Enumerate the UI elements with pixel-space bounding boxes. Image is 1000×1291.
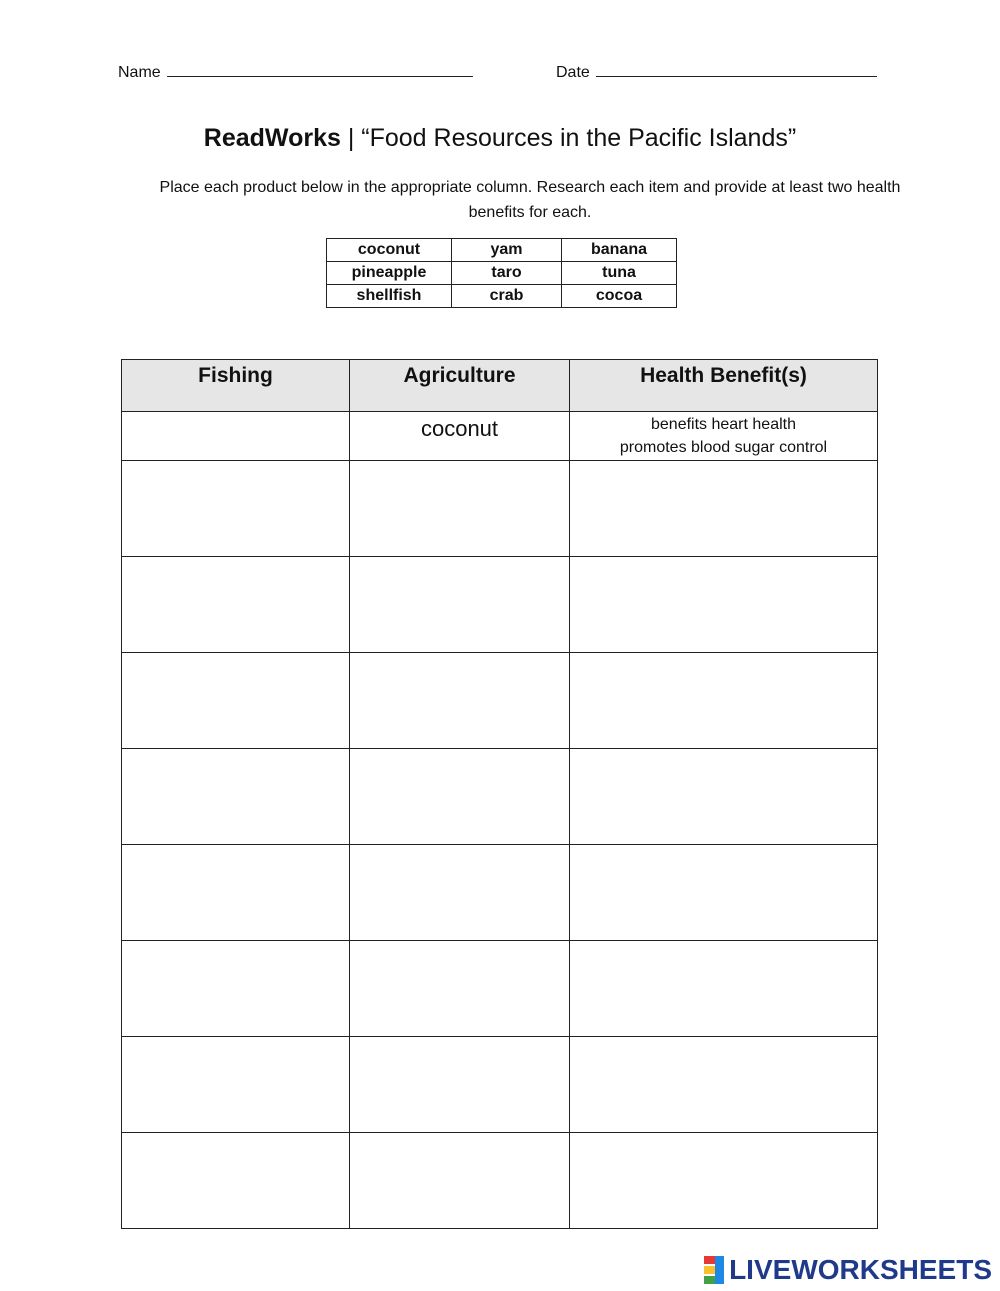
word-bank-cell: tuna [562,262,677,285]
table-row [122,941,878,1037]
word-bank-row [327,239,677,262]
classification-table [121,359,878,1229]
agriculture-value[interactable]: coconut [420,416,499,441]
name-blank-line[interactable] [167,60,473,77]
benefits-cell[interactable] [570,1133,878,1229]
benefit-line[interactable]: promotes blood sugar control [619,439,828,456]
word-bank-cell: coconut [327,239,452,262]
agriculture-cell[interactable] [350,557,570,653]
column-header-agriculture: Agriculture [350,360,570,412]
fishing-cell[interactable] [122,941,350,1037]
table-row [122,412,878,461]
agriculture-cell[interactable] [350,941,570,1037]
fishing-cell[interactable] [122,557,350,653]
benefits-cell[interactable] [570,941,878,1037]
agriculture-cell[interactable] [350,653,570,749]
agriculture-cell[interactable] [350,1037,570,1133]
fishing-cell[interactable] [122,1037,350,1133]
word-bank-cell: pineapple [327,262,452,285]
title-separator: | [340,124,362,152]
table-row [122,557,878,653]
word-bank-cell: yam [452,239,562,262]
benefit-line[interactable]: benefits heart health [651,416,796,433]
instructions: Place each product below in the appropriate column. Research each item and provide at least two health benefits for each. [159,179,901,221]
table-row [122,845,878,941]
agriculture-cell[interactable] [350,412,570,461]
brand-name: ReadWorks [203,124,341,152]
word-bank-cell: banana [562,239,677,262]
word-bank-cell: crab [452,285,562,308]
word-bank-cell: shellfish [327,285,452,308]
fishing-cell[interactable] [122,412,350,461]
fishing-cell[interactable] [122,749,350,845]
column-header-health-benefits: Health Benefit(s) [570,360,878,412]
table-row [122,1037,878,1133]
benefits-cell[interactable] [570,557,878,653]
table-row [122,1133,878,1229]
benefits-cell[interactable] [570,1037,878,1133]
fishing-cell[interactable] [122,653,350,749]
name-field [118,60,473,82]
benefits-cell[interactable] [570,412,878,461]
benefits-cell[interactable] [570,461,878,557]
date-field [556,60,877,82]
table-header-row [122,360,878,412]
logo-text: LIVEWORKSHEETS [729,1254,992,1285]
agriculture-cell[interactable] [350,1133,570,1229]
liveworksheets-logo[interactable] [704,1255,992,1285]
fishing-cell[interactable] [122,461,350,557]
word-bank-cell: taro [452,262,562,285]
word-bank-table [326,238,677,308]
table-row [122,461,878,557]
fishing-cell[interactable] [122,1133,350,1229]
word-bank-row [327,285,677,308]
agriculture-cell[interactable] [350,845,570,941]
benefits-cell[interactable] [570,845,878,941]
logo-icon [704,1256,726,1284]
fishing-cell[interactable] [122,845,350,941]
benefits-cell[interactable] [570,749,878,845]
word-bank-cell: cocoa [562,285,677,308]
article-title: “Food Resources in the Pacific Islands” [361,124,797,152]
name-label: Name [118,64,161,81]
word-bank-row [327,262,677,285]
table-row [122,749,878,845]
column-header-fishing: Fishing [122,360,350,412]
page-title [0,124,1000,153]
agriculture-cell[interactable] [350,749,570,845]
table-row [122,653,878,749]
date-label: Date [556,64,590,81]
date-blank-line[interactable] [596,60,877,77]
benefits-cell[interactable] [570,653,878,749]
agriculture-cell[interactable] [350,461,570,557]
